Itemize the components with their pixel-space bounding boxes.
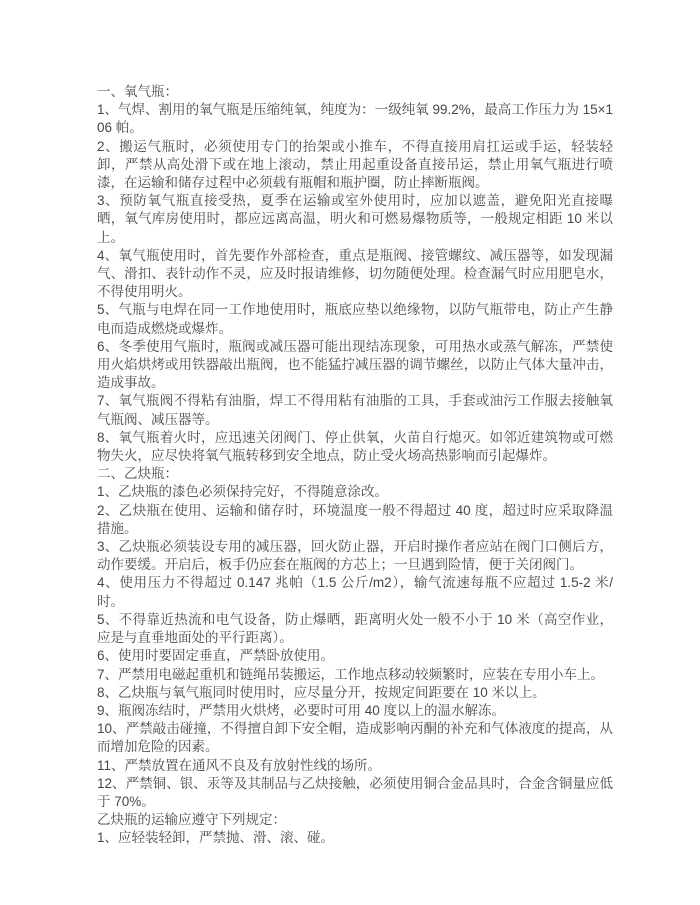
paragraph: 一、氧气瓶： [97, 84, 178, 99]
paragraph: 4、使用压力不得超过 0.147 兆帕（1.5 公斤/m2），输气流速每瓶不应超过 1.5-2 米/时。 [97, 575, 613, 609]
paragraph: 9、瓶阀冻结时，严禁用火烘烤，必要时可用 40 度以上的温水解冻。 [97, 702, 506, 718]
paragraph: 12、严禁铜、银、汞等及其制品与乙炔接触，必须使用铜合金品具时，合金含铜量应低于 70%。 [97, 775, 613, 809]
paragraph: 1、应轻装轻卸，严禁抛、滑、滚、碰。 [97, 830, 335, 846]
paragraph: 2、搬运气瓶时，必须使用专门的抬架或小推车，不得直接用肩扛运或手运，轻装轻卸，严禁从高处滑下或在地上滚动，禁止用起重设备直接吊运，禁止用氧气瓶进行喷漆，在运输和储存过程中必须载有瓶帽和瓶护圈，防止摔断瓶阀。 [97, 138, 613, 191]
paragraph: 10、严禁敲击碰撞，不得擅自卸下安全帽，造成影响丙酮的补充和气体液度的提高，从而增加危险的因素。 [97, 721, 613, 755]
paragraph: 7、严禁用电磁起重机和链绳吊装搬运，工作地点移动较频繁时，应装在专用小车上。 [97, 666, 605, 682]
paragraph: 8、乙炔瓶与氧气瓶同时使用时，应尽量分开，按规定间距要在 10 米以上。 [97, 684, 546, 700]
paragraph: 5、气瓶与电焊在同一工作地使用时，瓶底应垫以绝缘物，以防气瓶带电，防止产生静电而造成燃烧或爆炸。 [97, 302, 613, 336]
paragraph: 5、不得靠近热流和电气设备，防止爆晒，距离明火处一般不小于 10 米（高空作业，应是与直垂地面处的平行距离）。 [97, 611, 613, 646]
paragraph: 二、乙炔瓶： [97, 466, 178, 482]
paragraph: 3、预防氧气瓶直接受热，夏季在运输或室外使用时，应加以遮盖，避免阳光直接曝晒，氧气库房使用时，都应远离高温，明火和可燃易爆物质等，一般规定相距 10 米以上。 [97, 193, 613, 245]
paragraph: 乙炔瓶的运输应遵守下列规定： [97, 812, 286, 828]
paragraph: 2、乙炔瓶在使用、运输和储存时，环境温度一般不得超过 40 度，超过时应采取降温措施。 [97, 502, 613, 536]
paragraph: 6、冬季使用气瓶时，瓶阀或减压器可能出现结冻现象，可用热水或蒸气解冻，严禁使用火焰烘烤或用铁器敲出瓶阀，也不能猛拧减压器的调节螺丝，以防止气体大量冲击，造成事故。 [97, 338, 613, 391]
paragraph: 4、氧气瓶使用时，首先要作外部检查，重点是瓶阀、接管螺纹、减压器等，如发现漏气、滑扣、表针动作不灵，应及时报请维修，切勿随便处理。检查漏气时应用肥皂水，不得使用明火。 [97, 247, 613, 300]
paragraph: 3、乙炔瓶必须装设专用的减压器，回火防止器，开启时操作者应站在阀门口侧后方，动作要缓。开启后，板手仍应套在瓶阀的方芯上；一旦遇到险情，便于关闭阀门。 [97, 539, 613, 573]
document-text-body [97, 83, 613, 848]
paragraph: 7、氧气瓶阀不得粘有油脂，焊工不得用粘有油脂的工具，手套或油污工作服去接触氧气瓶阀、减压器等。 [97, 393, 613, 427]
paragraph: 1、气焊、割用的氧气瓶是压缩纯氧，纯度为：一级纯氧 99.2%，最高工作压力为 15×106 帕。 [97, 102, 613, 136]
paragraph: 1、乙炔瓶的漆色必须保持完好，不得随意涂改。 [97, 484, 389, 500]
paragraph: 8、氧气瓶着火时，应迅速关闭阀门、停止供氧，火苗自行熄灭。如邻近建筑物或可燃物失火，应尽快将氧气瓶转移到安全地点，防止受火场高热影响而引起爆炸。 [97, 429, 613, 464]
paragraph: 11、严禁放置在通风不良及有放射性线的场所。 [97, 757, 382, 773]
paragraph: 6、使用时要固定垂直，严禁卧放使用。 [97, 648, 335, 664]
